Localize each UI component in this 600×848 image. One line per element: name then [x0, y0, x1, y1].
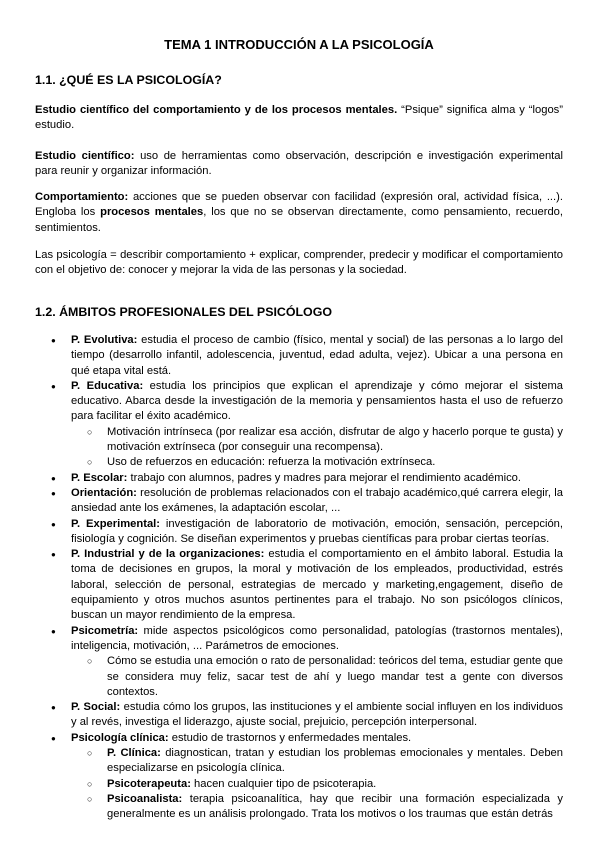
paragraph-definition: [35, 103, 563, 134]
sub-list-item: [71, 425, 563, 456]
bold-term: Estudio científico del comportamiento y de los procesos mentales.: [35, 104, 398, 116]
paragraph-text: acciones que se pueden observar con facilidad (expresión oral, actividad física, ...). Engloba los: [35, 191, 563, 219]
item-label: P. Escolar:: [71, 471, 128, 484]
section-heading-2: 1.2. ÁMBITOS PROFESIONALES DEL PSICÓLOGO: [35, 305, 332, 319]
item-label: Orientación:: [71, 486, 137, 499]
sub-list-item: [71, 746, 563, 777]
item-text: terapia psicoanalítica, hay que recibir una formación especializada y generalmente es un análisis prolongado. Trata los motivos o los traumas que están detrás: [107, 792, 563, 821]
sub-list-item: [71, 777, 563, 792]
paragraph-text: uso de herramientas como observación, descripción e investigación experimental para reunir y organizar información.: [35, 150, 563, 178]
item-label: P. Educativa:: [71, 379, 144, 392]
paragraph-psychology-summary: [35, 248, 563, 279]
item-text: estudia el proceso de cambio (físico, mental y social) de las personas a lo largo del tiempo (desarrollo infantil, adolescencia, juventud, edad adulta, vejez). Ubicar a una persona en qué etapa vital está.: [71, 334, 564, 377]
item-label: P. Experimental:: [71, 517, 161, 530]
paragraph-scientific-study: [35, 149, 563, 180]
item-text: hacen cualquier tipo de psicoterapia.: [190, 777, 377, 790]
bold-term: Comportamiento:: [35, 191, 129, 203]
item-label: P. Industrial y de la organizaciones:: [71, 548, 265, 561]
list-item: [35, 547, 563, 623]
list-item: [35, 379, 563, 471]
section-heading-1: 1.1. ¿QUÉ ES LA PSICOLOGÍA?: [35, 73, 222, 87]
item-text: mide aspectos psicológicos como personalidad, patologías (trastornos mentales), inteligencia, motivación, ... Parámetros de emociones.: [71, 624, 563, 652]
item-text: Uso de refuerzos en educación: refuerza la motivación extrínseca.: [107, 456, 436, 469]
paragraph-behavior: [35, 190, 563, 236]
page-title: TEMA 1 INTRODUCCIÓN A LA PSICOLOGÍA: [164, 37, 434, 52]
paragraph-text: Las psicología = describir comportamiento + explicar, comprender, predecir y modificar el comportamiento con el objetivo de: conocer y mejorar la vida de las personas y la sociedad.: [35, 249, 563, 277]
item-text: trabajo con alumnos, padres y madres para mejorar el rendimiento académico.: [127, 471, 522, 484]
professional-fields-list: [35, 333, 563, 823]
sub-list: [71, 654, 563, 700]
item-text: resolución de problemas relacionados con el trabajo académico,qué carrera elegir, la ansiedad ante los exámenes, la adaptación escolar, ...: [71, 486, 563, 515]
sub-list-item: [71, 792, 563, 823]
list-item: [35, 731, 563, 823]
list-item: [35, 700, 563, 731]
item-text: diagnostican, tratan y estudian los problemas emocionales y mentales. Deben especializarse en psicología clínica.: [107, 747, 563, 775]
paragraph-text: “Psique” significa alma y “logos” estudio.: [35, 104, 563, 132]
list-item: [35, 517, 563, 548]
item-text: Cómo se estudia una emoción o rato de personalidad: teóricos del tema, estudiar gente que se considera muy feliz, sacar test de ahí y luego mandar test a gente con diversos contextos.: [107, 655, 563, 698]
item-text: estudia los principios que explican el aprendizaje y cómo mejorar el sistema educativo. Abarca desde la investigación de la memoria y pensamientos hasta el uso de refuerzo para facilitar el éxito académico.: [71, 379, 563, 423]
sub-list: [71, 746, 563, 822]
list-item: [35, 471, 563, 486]
item-text: estudio de trastornos y enfermedades mentales.: [168, 731, 412, 744]
sub-list-item: [71, 455, 563, 470]
item-text: Motivación intrínseca (por realizar esa acción, disfrutar de algo y hacerlo porque te gusta) y motivación extrínseca (por conseguir una recompensa).: [107, 425, 563, 454]
item-label: P. Social:: [71, 701, 121, 714]
list-item: [35, 624, 563, 700]
item-label: Psicometría:: [71, 624, 139, 637]
item-text: estudia cómo los grupos, las instituciones y el ambiente social influyen en los individuos y al revés, investiga el liderazgo, ajuste social, prejuicio, percepción interpersonal.: [71, 701, 563, 729]
item-label: Psicoanalista:: [107, 792, 183, 805]
item-label: Psicoterapeuta:: [107, 777, 191, 790]
item-text: investigación de laboratorio de motivación, emoción, sensación, percepción, fisiología y cognición. Se diseñan experimentos y pruebas científicas para probar ciertas teorías.: [71, 517, 563, 545]
item-label: P. Clínica:: [107, 747, 161, 760]
list-item: [35, 486, 563, 517]
bold-term: procesos mentales: [100, 206, 204, 219]
sub-list: [71, 425, 563, 471]
item-text: estudia el comportamiento en el ámbito laboral. Estudia la toma de decisiones en grupos, la moral y motivación de los empleados, productividad, estrés laboral, selección de personal, estrategias de mercado y marketing,engagement, diseño de equipamiento y otros muchos asuntos pertinentes para el trabajo. No son psicólogos clínicos, buscan un mayor rendimiento de la empresa.: [71, 548, 563, 622]
item-label: Psicología clínica:: [71, 731, 169, 744]
paragraph-text: , los que no se observan directamente, como pensamiento, recuerdo, sentimientos.: [35, 206, 564, 234]
bold-term: Estudio científico:: [35, 150, 135, 162]
item-label: P. Evolutiva:: [71, 334, 138, 346]
sub-list-item: [71, 654, 563, 700]
list-item: [35, 333, 563, 379]
